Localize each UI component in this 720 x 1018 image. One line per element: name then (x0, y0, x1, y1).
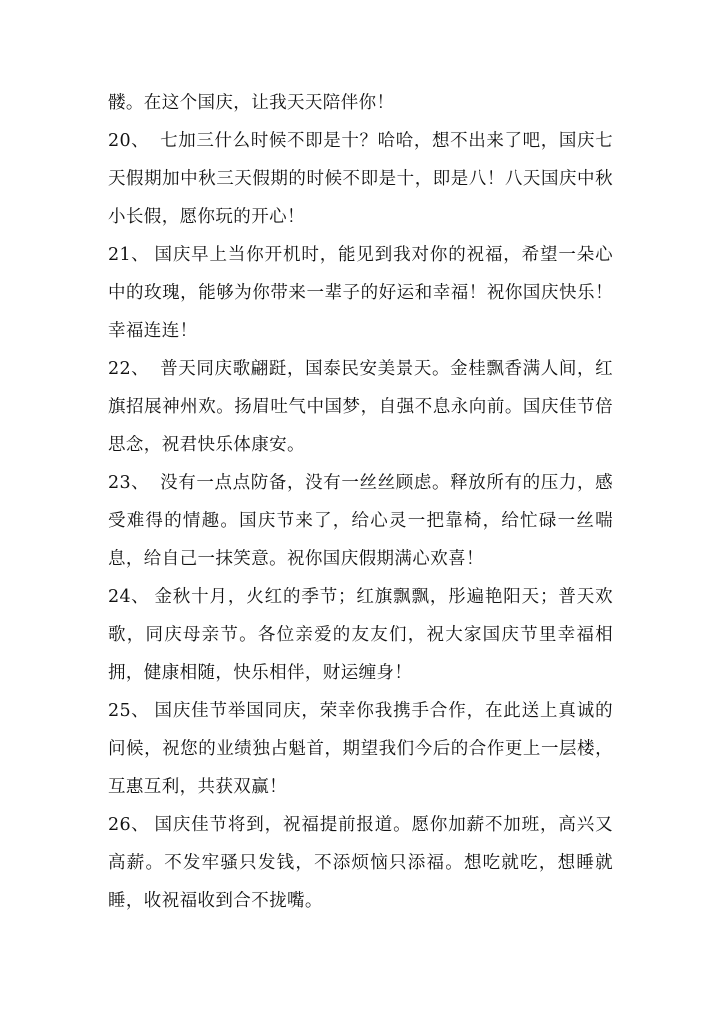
item-number: 20、 (108, 131, 149, 151)
list-item-22 (108, 350, 613, 464)
item-text: 金秋十月，火红的季节；红旗飘飘，彤遍艳阳天；普天欢歌，同庆母亲节。各位亲爱的友友们，祝大家国庆节里幸福相拥，健康相随，快乐相伴，财运缠身！ (108, 587, 613, 683)
item-number: 24、 (108, 587, 149, 607)
item-number: 23、 (108, 473, 149, 493)
item-text: 没有一点点防备，没有一丝丝顾虑。释放所有的压力，感受难得的情趣。国庆节来了，给心灵一把靠椅，给忙碌一丝喘息，给自己一抹笑意。祝你国庆假期满心欢喜！ (108, 473, 613, 569)
item-text: 国庆佳节将到，祝福提前报道。愿你加薪不加班，高兴又高薪。不发牢骚只发钱，不添烦恼只添福。想吃就吃，想睡就睡，收祝福收到合不拢嘴。 (108, 815, 613, 911)
item-number: 26、 (108, 815, 149, 835)
item-text: 普天同庆歌翩跹，国泰民安美景天。金桂飘香满人间，红旗招展神州欢。扬眉吐气中国梦，自强不息永向前。国庆佳节倍思念，祝君快乐体康安。 (108, 359, 613, 455)
document-body (108, 84, 613, 920)
list-item-25 (108, 692, 613, 806)
item-text: 七加三什么时候不即是十？哈哈，想不出来了吧，国庆七天假期加中秋三天假期的时候不即是十，即是八！八天国庆中秋小长假，愿你玩的开心！ (108, 131, 613, 227)
item-number: 25、 (108, 701, 149, 721)
list-item-23 (108, 464, 613, 578)
item-text: 国庆佳节举国同庆，荣幸你我携手合作，在此送上真诚的问候，祝您的业绩独占魁首，期望我们今后的合作更上一层楼，互惠互利，共获双赢！ (108, 701, 613, 797)
list-item-20 (108, 122, 613, 236)
item-number: 21、 (108, 245, 149, 265)
item-number: 22、 (108, 359, 149, 379)
item-text: 国庆早上当你开机时，能见到我对你的祝福，希望一朵心中的玫瑰，能够为你带来一辈子的好运和幸福！祝你国庆快乐！幸福连连！ (108, 245, 613, 341)
lead-fragment: 髅。在这个国庆，让我天天陪伴你！ (108, 93, 395, 113)
list-item-26 (108, 806, 613, 920)
list-item-21 (108, 236, 613, 350)
list-item-24 (108, 578, 613, 692)
